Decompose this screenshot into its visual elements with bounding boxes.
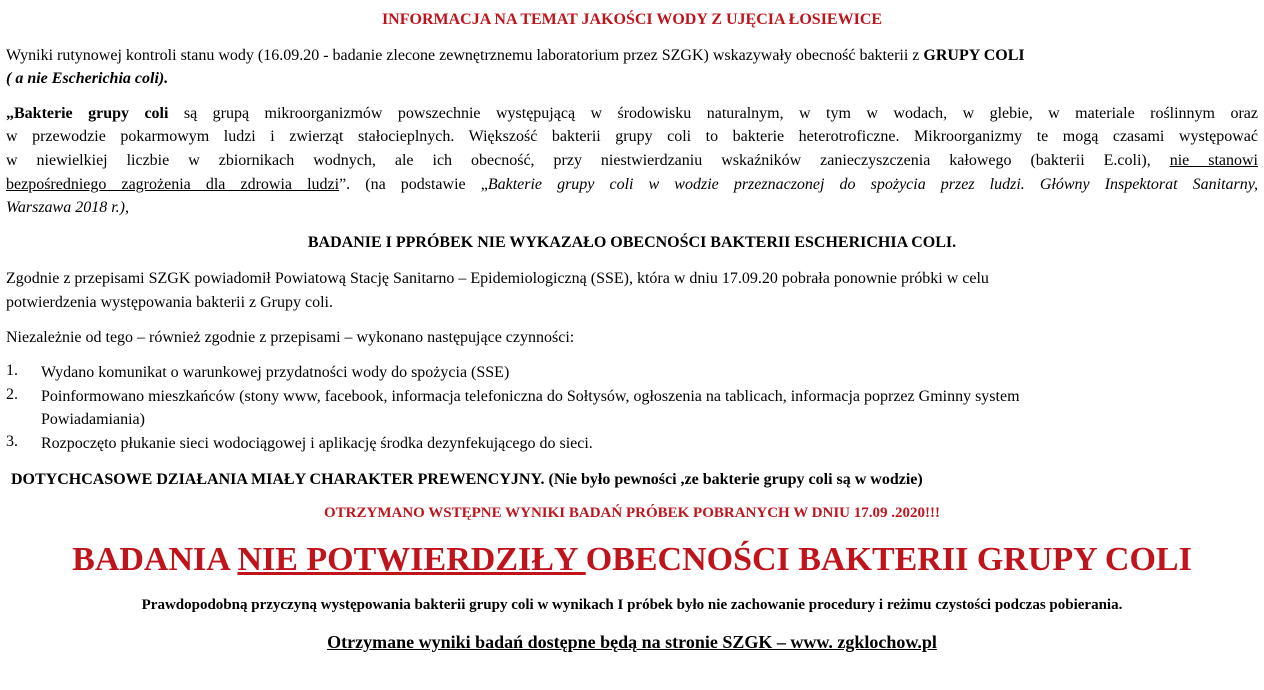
document-title: INFORMACJA NA TEMAT JAKOŚCI WODY Z UJĘCIA ŁOSIEWICE — [381, 11, 883, 28]
quote-line-1 — [6, 103, 1258, 125]
paragraph-3-line-1: Zgodnie z przepisami SZGK powiadomił Powiatową Stację Sanitarno – Epidemiologiczną (SSE), która w dniu 17.09.20 pobrała ponownie próbki w celu — [6, 270, 989, 287]
quote-source-lead: ”. (na podstawie „ — [339, 176, 488, 193]
list-number: 2. — [6, 386, 18, 403]
quote-line-3 — [6, 150, 1258, 172]
list-text: Rozpoczęto płukanie sieci wodociągowej i aplikację środka dezynfekującego do sieci. — [41, 435, 593, 452]
quote-source-title: Bakterie grupy coli w wodzie przeznaczonej do spożycia przez ludzi. Główny Inspektorat Sanitarny, — [487, 176, 1258, 193]
main-result-heading — [0, 538, 1264, 582]
quote-underline-1: nie stanowi — [1169, 152, 1258, 169]
results-website-link[interactable]: Otrzymane wyniki badań dostępne będą na stronie SZGK – www. zgklochow.pl — [327, 632, 937, 652]
section-heading: BADANIE I PPRÓBEK NIE WYKAZAŁO OBECNOŚCI BAKTERII ESCHERICHIA COLI. — [307, 234, 957, 251]
list-text: Poinformowano mieszkańców (stony www, facebook, informacja telefoniczna do Sołtysów, ogłoszenia na tablicach, informacja poprzez Gminny system — [41, 388, 1020, 405]
big-heading-part-1: BADANIA — [72, 541, 238, 578]
quote-line-5: Warszawa 2018 r.), — [6, 199, 129, 216]
results-notice: OTRZYMANO WSTĘPNE WYNIKI BADAŃ PRÓBEK POBRANYCH W DNIU 17.09 .2020!!! — [323, 505, 941, 521]
list-text: Wydano komunikat o warunkowej przydatności wody do spożycia (SSE) — [41, 364, 510, 381]
quote-underline-2: bezpośredniego zagrożenia dla zdrowia ludzi — [6, 176, 340, 193]
paragraph-3-line-2: potwierdzenia występowania bakterii z Grupy coli. — [6, 294, 333, 311]
list-number: 3. — [6, 433, 18, 450]
paragraph-4: Niezależnie od tego – również zgodnie z przepisami – wykonano następujące czynności: — [6, 329, 575, 346]
probable-cause: Prawdopodobną przyczyną występowania bakterii grupy coli w wynikach I próbek było nie zachowanie procedury i reżimu czystości podczas pobierania. — [141, 597, 1123, 613]
big-heading-part-2: OBECNOŚCI BAKTERII GRUPY COLI — [585, 541, 1192, 578]
paragraph-1-line-2: ( a nie Escherichia coli). — [6, 70, 169, 87]
quote-lead: „Bakterie grupy coli — [6, 105, 169, 122]
big-heading-underlined: NIE POTWIERDZIŁY — [237, 541, 586, 578]
paragraph-1-line-1 — [6, 45, 1258, 67]
list-number: 1. — [6, 362, 18, 379]
quote-line-3-text: w niewielkiej liczbie w zbiornikach wodnych, ale ich obecność, przy niestwierdzaniu wskaźników zanieczyszczenia kałowego (bakterii E.coli), — [6, 152, 1170, 169]
quote-line-2: w przewodzie pokarmowym ludzi i zwierząt stałocieplnych. Większość bakterii grupy coli to bakterie heterotroficzne. Mikroorganizmy te mogą czasami występować — [6, 128, 1258, 145]
quote-line-4 — [6, 174, 1258, 196]
quote-line-1-text: są grupą mikroorganizmów powszechnie występującą w środowisku naturalnym, w tym w wodach, w glebie, w materiale roślinnym oraz — [168, 105, 1258, 122]
grupy-coli-emphasis: GRUPY COLI — [923, 47, 1025, 64]
paragraph-1-text: Wyniki rutynowej kontroli stanu wody (16.09.20 - badanie zlecone zewnętrznemu laboratorium przez SZGK) wskazywały obecność bakterii z — [6, 47, 924, 64]
list-text-continued: Powiadamiania) — [41, 411, 145, 428]
preventive-statement: DOTYCHCASOWE DZIAŁANIA MIAŁY CHARAKTER PREWENCYJNY. (Nie było pewności ,ze bakterie grupy coli są w wodzie) — [11, 471, 923, 488]
